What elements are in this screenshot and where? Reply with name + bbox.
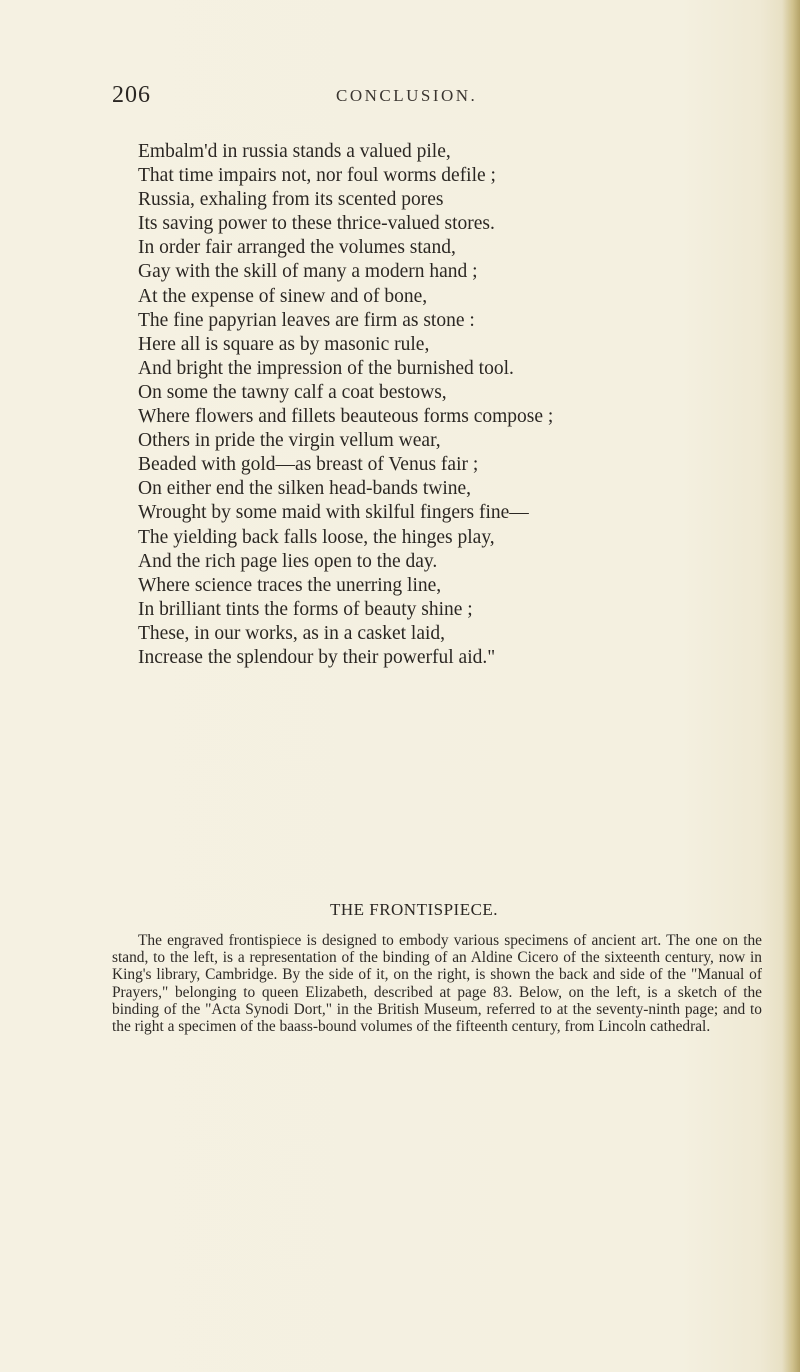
poem-line: Gay with the skill of many a modern hand ;	[138, 261, 478, 283]
poem-line: Increase the splendour by their powerful aid."	[138, 646, 496, 668]
page-number: 206	[112, 82, 151, 108]
poem-line: In order fair arranged the volumes stand,	[138, 237, 456, 259]
poem-line: Beaded with gold—as breast of Venus fair ;	[138, 454, 479, 476]
poem-line: Where flowers and fillets beauteous forms compose ;	[138, 406, 554, 428]
poem-block	[138, 140, 778, 670]
poem-line: And bright the impression of the burnished tool.	[138, 357, 514, 379]
frontispiece-paragraph: The engraved frontispiece is designed to embody various specimens of ancient art. The one on the stand, to the left, is a representation of the binding of an Aldine Cicero of the sixteenth century, now in King's library, Cambridge. By the side of it, on the right, is shown the back and side of the "Manual of Prayers," belonging to queen Elizabeth, described at page 83. Below, on the left, is a sketch of the binding of the "Acta Synodi Dort," in the British Museum, referred to at the seventy-ninth page; and to the right a specimen of the baass-bound volumes of the fifteenth century, from Lincoln cathedral.	[112, 932, 762, 1036]
poem-line: These, in our works, as in a casket laid,	[138, 622, 446, 644]
poem-line: Others in pride the virgin vellum wear,	[138, 430, 441, 452]
poem-line: That time impairs not, nor foul worms defile ;	[138, 165, 496, 187]
poem-line: In brilliant tints the forms of beauty shine ;	[138, 598, 473, 620]
poem-line: On either end the silken head-bands twine,	[138, 478, 472, 500]
section-heading: THE FRONTISPIECE.	[329, 900, 499, 919]
poem-line: On some the tawny calf a coat bestows,	[138, 381, 447, 403]
poem-line: Here all is square as by masonic rule,	[138, 333, 430, 355]
poem-line: The fine papyrian leaves are firm as stone :	[138, 309, 475, 331]
poem-line: Embalm'd in russia stands a valued pile,	[138, 141, 451, 162]
page-edge-shadow	[782, 0, 800, 1372]
poem-line: And the rich page lies open to the day.	[138, 550, 438, 572]
page-header	[112, 82, 772, 114]
poem-line: Where science traces the unerring line,	[138, 574, 442, 596]
poem-line: At the expense of sinew and of bone,	[138, 285, 428, 307]
poem-line: Its saving power to these thrice-valued stores.	[138, 213, 495, 235]
running-head: CONCLUSION.	[336, 86, 478, 105]
poem-line: Wrought by some maid with skilful fingers fine—	[138, 502, 529, 524]
poem-line: Russia, exhaling from its scented pores	[138, 189, 444, 211]
poem-line: The yielding back falls loose, the hinges play,	[138, 526, 495, 548]
